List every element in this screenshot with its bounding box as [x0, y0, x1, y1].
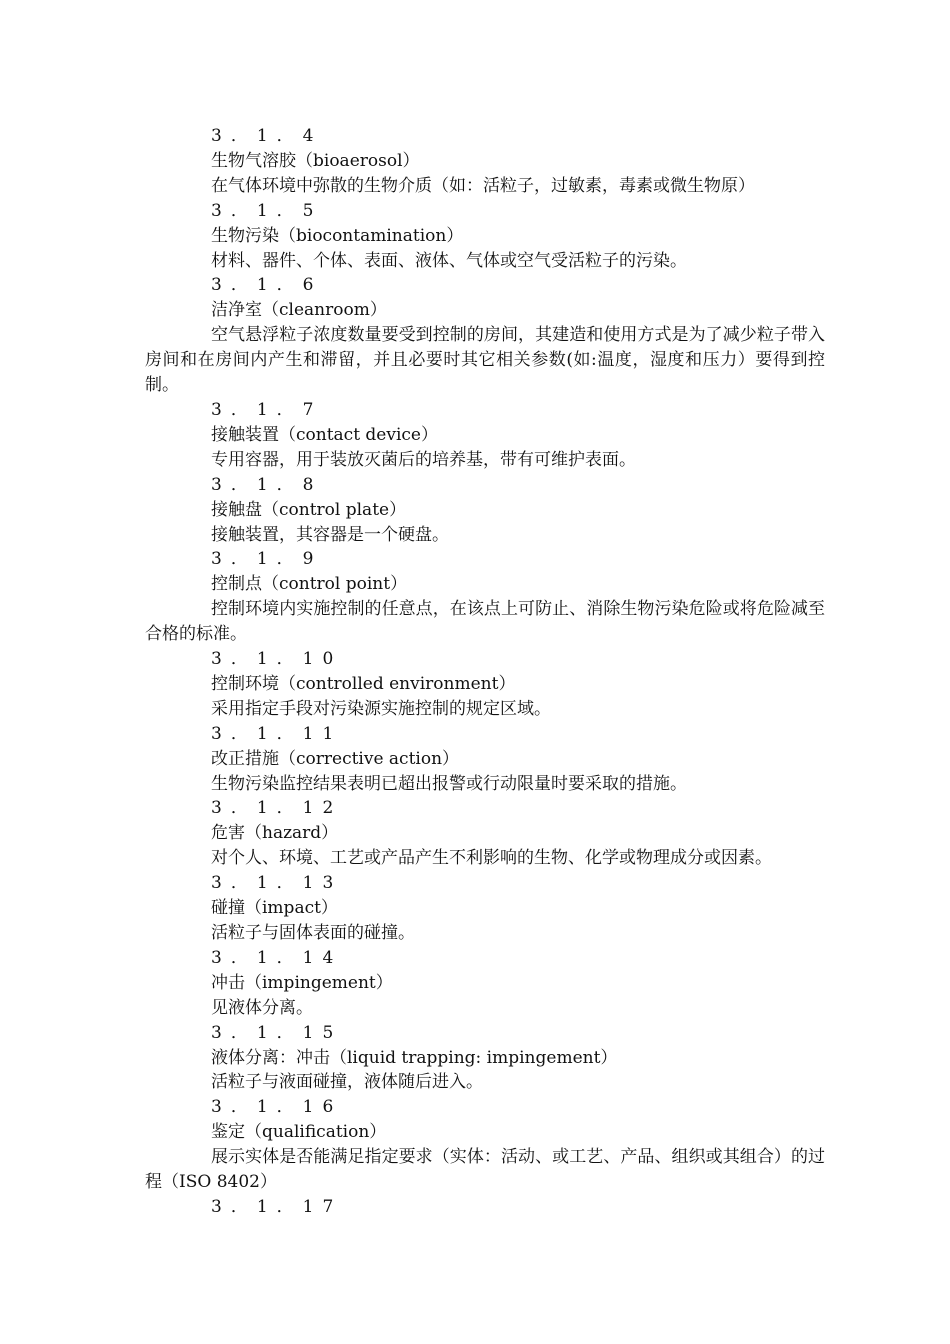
entry-definition: 生物污染监控结果表明已超出报警或行动限量时要采取的措施。	[211, 773, 687, 794]
entry-definition: 材料、器件、个体、表面、液体、气体或空气受活粒子的污染。	[211, 250, 687, 271]
entry-definition: 采用指定手段对污染源实施控制的规定区域。	[211, 698, 551, 719]
entry-number: 3．1．16	[211, 1097, 343, 1118]
entry-definition: 活粒子与液面碰撞，液体随后进入。	[211, 1072, 483, 1093]
definitions-list	[145, 124, 825, 1220]
entry-definition: 在气体环境中弥散的生物介质（如：活粒子，过敏素，毒素或微生物原）	[211, 175, 755, 196]
entry-term: 危害（hazard）	[211, 823, 339, 844]
entry-term: 接触装置（contact device）	[211, 424, 438, 445]
entry-term: 控制环境（controlled environment）	[211, 673, 516, 694]
entry-definition: 对个人、环境、工艺或产品产生不利影响的生物、化学或物理成分或因素。	[211, 848, 772, 869]
entry-term: 接触盘（control plate）	[211, 499, 407, 520]
entry-number: 3．1．14	[211, 947, 343, 968]
entry-number: 3．1．12	[211, 798, 343, 819]
entry-definition: 专用容器，用于装放灭菌后的培养基，带有可维护表面。	[211, 449, 636, 470]
entry-term: 改正措施（corrective action）	[211, 748, 460, 769]
entry-number: 3．1．15	[211, 1022, 343, 1043]
entry-number: 3．1．9	[211, 549, 323, 570]
entry-definition: 活粒子与固体表面的碰撞。	[211, 923, 415, 943]
entry-term: 鉴定（qualification）	[211, 1122, 387, 1143]
entry-number: 3．1．7	[211, 399, 323, 420]
entry-number: 3．1．6	[211, 275, 323, 296]
entry-number: 3．1．8	[211, 474, 323, 495]
entry-term: 冲击（impingement）	[211, 972, 393, 993]
entry-term: 控制点（control point）	[211, 574, 408, 595]
entry-number: 3．1．10	[211, 649, 343, 670]
entry-definition: 展示实体是否能满足指定要求（实体：活动、或工艺、产品、组织或其组合）的过程（ISO 8402）	[145, 1147, 825, 1193]
entry-number: 3．1．17	[211, 1196, 343, 1217]
entry-term: 生物污染（biocontamination）	[211, 225, 464, 246]
entry-number: 3．1．5	[211, 200, 323, 221]
entry-term: 洁净室（cleanroom）	[211, 300, 387, 321]
entry-term: 液体分离：冲击（liquid trapping: impingement）	[211, 1047, 618, 1068]
entry-definition: 空气悬浮粒子浓度数量要受到控制的房间，其建造和使用方式是为了减少粒子带入房间和在房间内产生和滞留，并且必要时其它相关参数(如:温度，湿度和压力）要得到控制。	[145, 325, 825, 396]
entry-term: 生物气溶胶（bioaerosol）	[211, 150, 420, 171]
entry-number: 3．1．13	[211, 873, 343, 894]
entry-term: 碰撞（impact）	[211, 898, 338, 919]
entry-definition: 控制环境内实施控制的任意点，在该点上可防止、消除生物污染危险或将危险减至合格的标准。	[145, 599, 825, 645]
entry-definition: 见液体分离。	[211, 997, 313, 1018]
entry-definition: 接触装置，其容器是一个硬盘。	[211, 524, 449, 545]
entry-number: 3．1．4	[211, 126, 323, 146]
entry-number: 3．1．11	[211, 723, 343, 744]
